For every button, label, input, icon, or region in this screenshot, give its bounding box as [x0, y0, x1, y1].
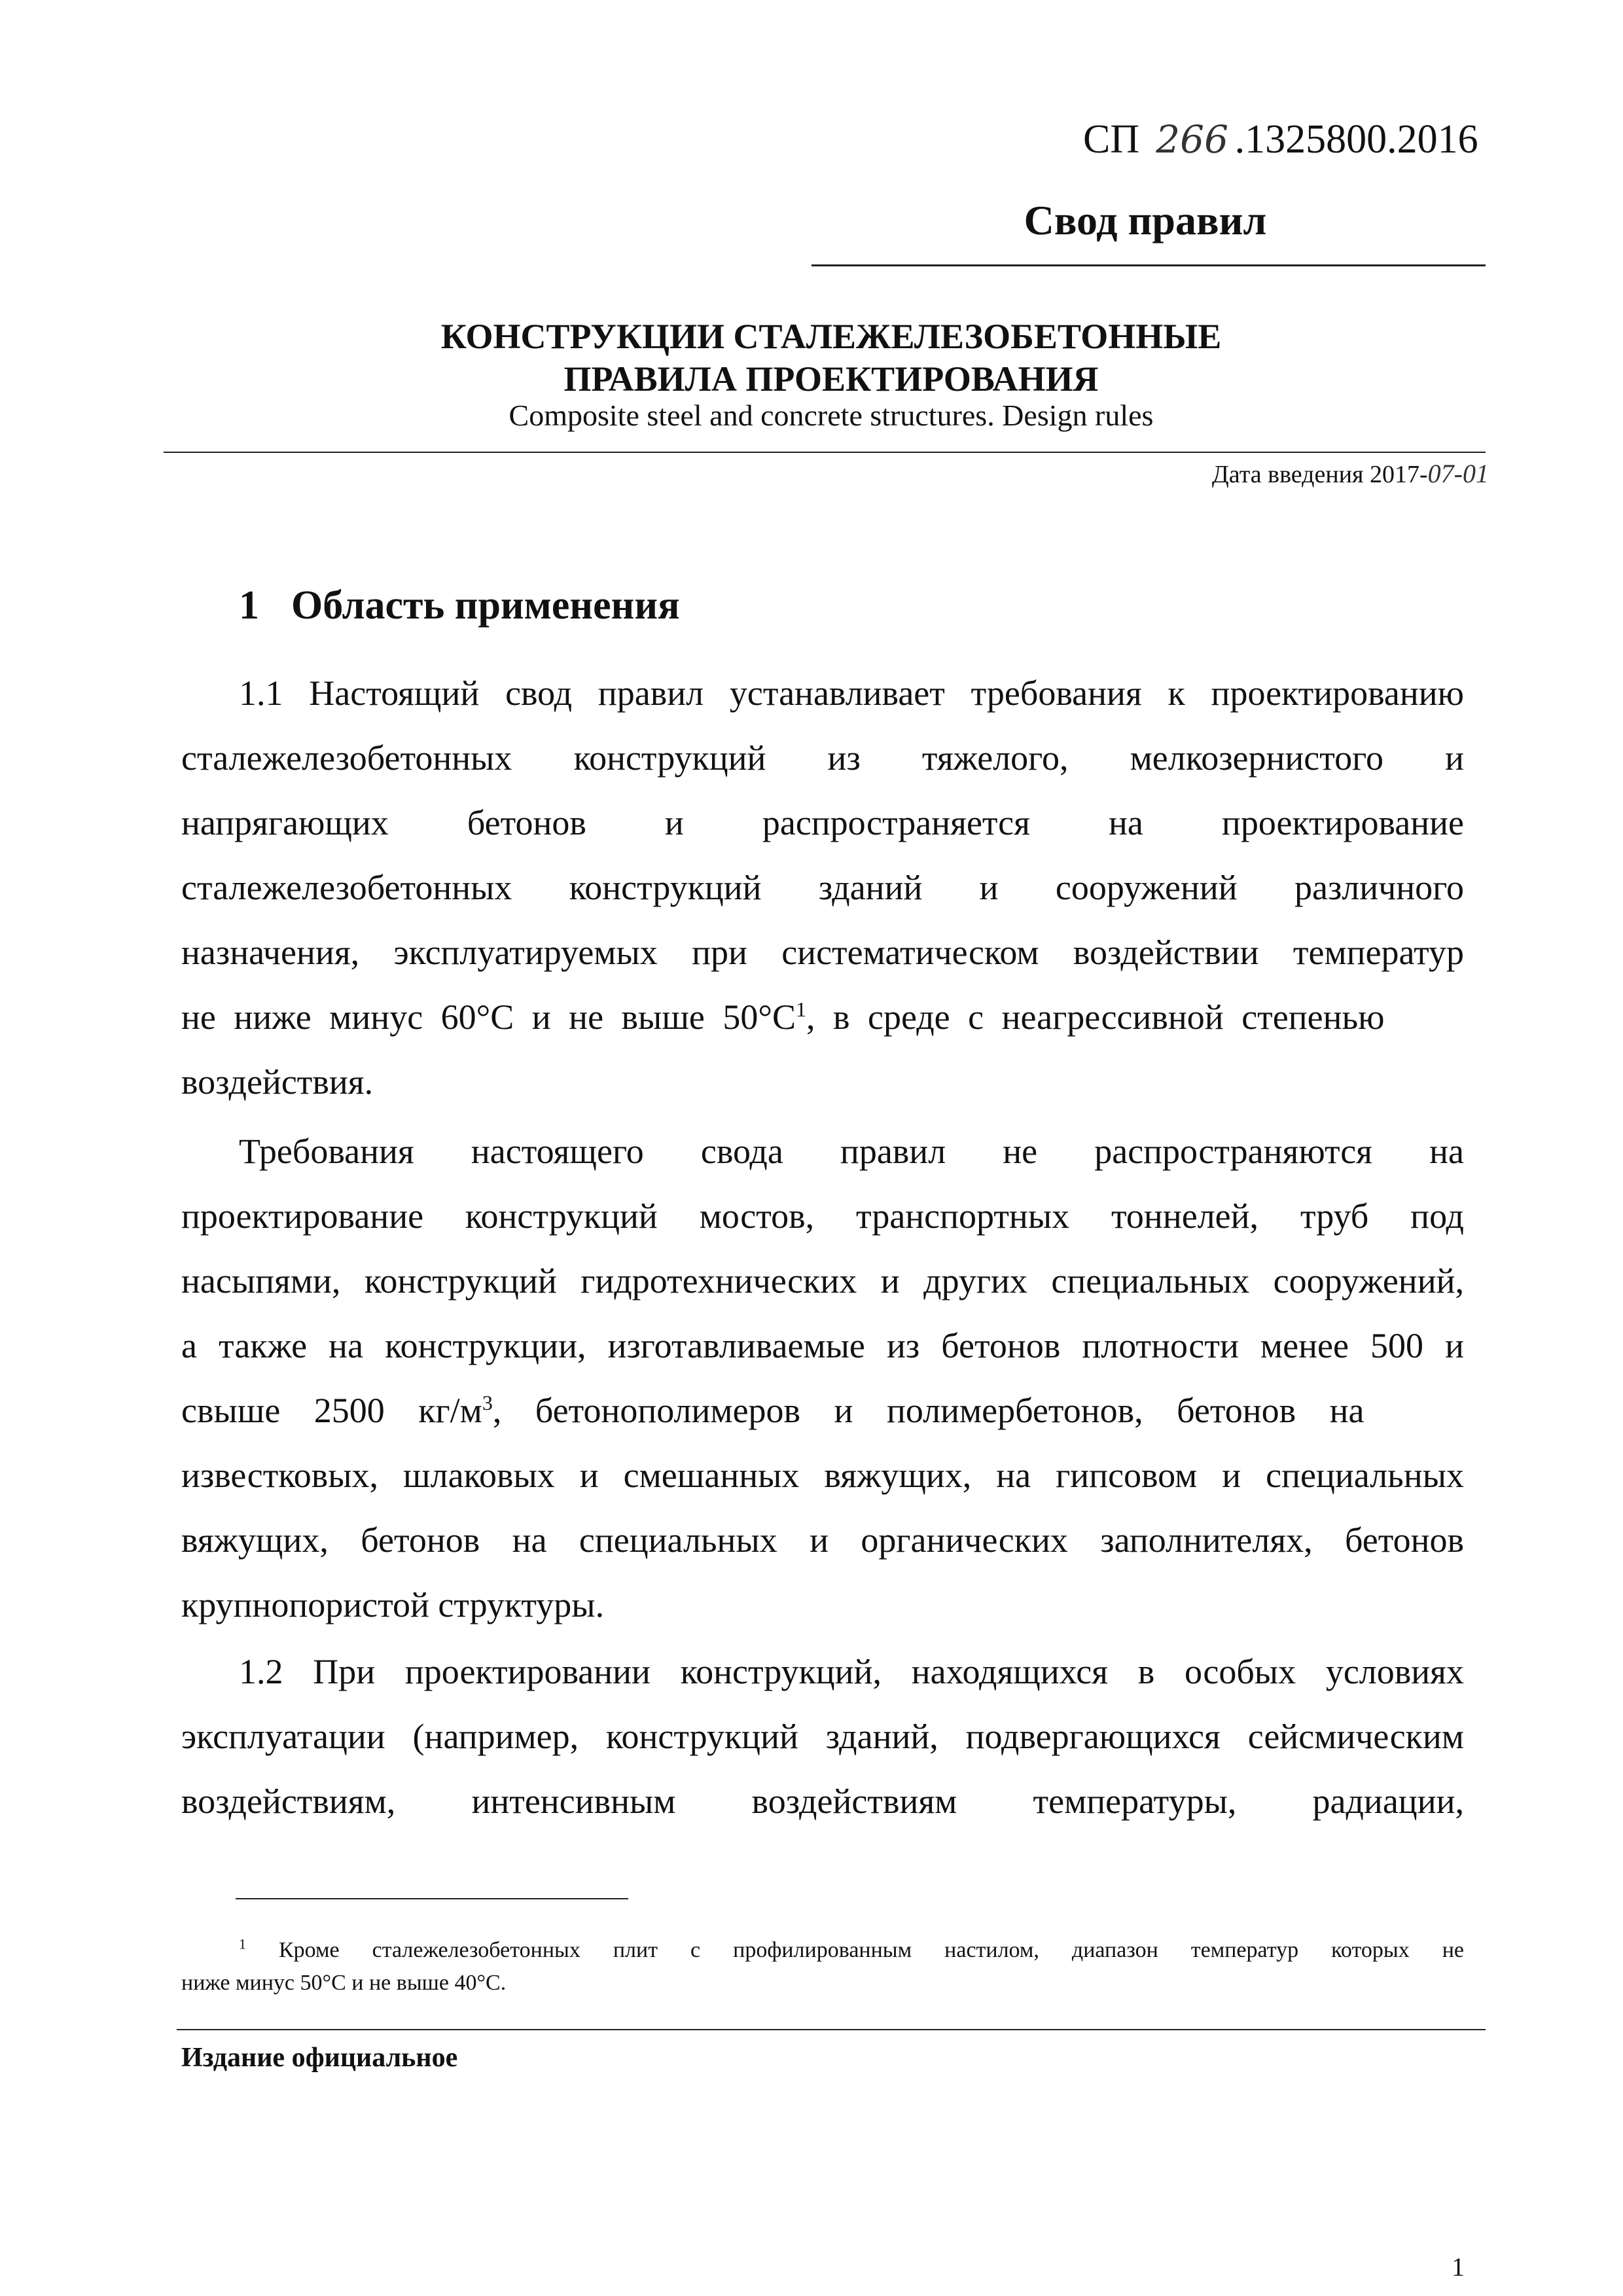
text-segment: , в среде с неагрессивной степенью [806, 997, 1385, 1037]
document-code [1083, 117, 1478, 163]
superscript: 3 [482, 1391, 493, 1414]
edition-label: Издание официальное [181, 2043, 458, 2073]
text-line-with-superscript [181, 1378, 1464, 1443]
heading-line-1: КОНСТРУКЦИИ СТАЛЕЖЕЛЕЗОБЕТОННЫЕ [440, 317, 1222, 356]
text-line: 1.2 При проектировании конструкций, находящихся в особых условиях [239, 1652, 1464, 1691]
text-line: воздействиям, интенсивным воздействиям температуры, радиации, [181, 1782, 1464, 1821]
document-title [0, 196, 1486, 245]
text-line: проектирование конструкций мостов, транспортных тоннелей, труб под [181, 1196, 1464, 1236]
text-line: вяжущих, бетонов на специальных и органических заполнителях, бетонов [181, 1520, 1464, 1560]
heading-english: Composite steel and concrete structures. Design rules [508, 399, 1154, 432]
bottom-divider [177, 2029, 1486, 2030]
code-handwritten-number: 266 [1156, 117, 1228, 162]
date-handwritten: 07-01 [1427, 459, 1489, 488]
date-label: Дата введения 2017- [1211, 461, 1428, 488]
text-line: воздействия. [181, 1062, 374, 1102]
footnote-line [181, 1934, 1464, 1967]
code-prefix: СП [1083, 117, 1140, 162]
footnote-divider [236, 1898, 628, 1899]
section-heading [239, 583, 680, 629]
section-number: 1 [239, 583, 259, 628]
text-line: сталежелезобетонных конструкций зданий и сооружений различного [181, 868, 1464, 907]
paragraph-1-1 [181, 661, 1464, 1115]
text-line: крупнопористой структуры. [181, 1585, 605, 1624]
code-suffix: .1325800.2016 [1234, 117, 1478, 162]
section-title: Область применения [291, 583, 680, 628]
page-number: 1 [1452, 2252, 1465, 2282]
paragraph-1-2 [181, 1640, 1464, 1834]
text-line: напрягающих бетонов и распространяется на проектирование [181, 803, 1464, 842]
top-divider [812, 264, 1486, 266]
text-line: известковых, шлаковых и смешанных вяжущих, на гипсовом и специальных [181, 1456, 1464, 1495]
footnote-ref: 1 [795, 997, 806, 1021]
footnote-text: Кроме сталежелезобетонных плит с профилированным настилом, диапазон температур которых не [279, 1938, 1464, 1962]
effective-date [1212, 458, 1489, 489]
footnote [181, 1934, 1464, 2000]
heading-divider [164, 452, 1486, 453]
title-text: Свод правил [1024, 197, 1267, 243]
text-line: назначения, эксплуатируемых при систематическом воздействии температур [181, 933, 1464, 972]
text-line: а также на конструкции, изготавливаемые из бетонов плотности менее 500 и [181, 1326, 1464, 1365]
text-line: эксплуатации (например, конструкций зданий, подвергающихся сейсмическим [181, 1717, 1464, 1756]
footnote-marker: 1 [239, 1935, 246, 1952]
footnote-line: ниже минус 50°С и не выше 40°С. [181, 1971, 507, 1995]
text-segment: не ниже минус 60°С и не выше 50°С [181, 997, 796, 1037]
text-line-with-footnote [181, 985, 1464, 1050]
text-line: сталежелезобетонных конструкций из тяжелого, мелкозернистого и [181, 738, 1464, 778]
text-line: Требования настоящего свода правил не распространяются на [239, 1132, 1464, 1171]
heading-line-2: ПРАВИЛА ПРОЕКТИРОВАНИЯ [563, 359, 1099, 399]
text-segment: свыше 2500 кг/м [181, 1391, 482, 1430]
text-line: 1.1 Настоящий свод правил устанавливает требования к проектированию [239, 673, 1464, 713]
text-line: насыпями, конструкций гидротехнических и других специальных сооружений, [181, 1261, 1464, 1300]
text-segment: , бетонополимеров и полимербетонов, бетонов на [492, 1391, 1364, 1430]
paragraph-exclusions [181, 1119, 1464, 1638]
